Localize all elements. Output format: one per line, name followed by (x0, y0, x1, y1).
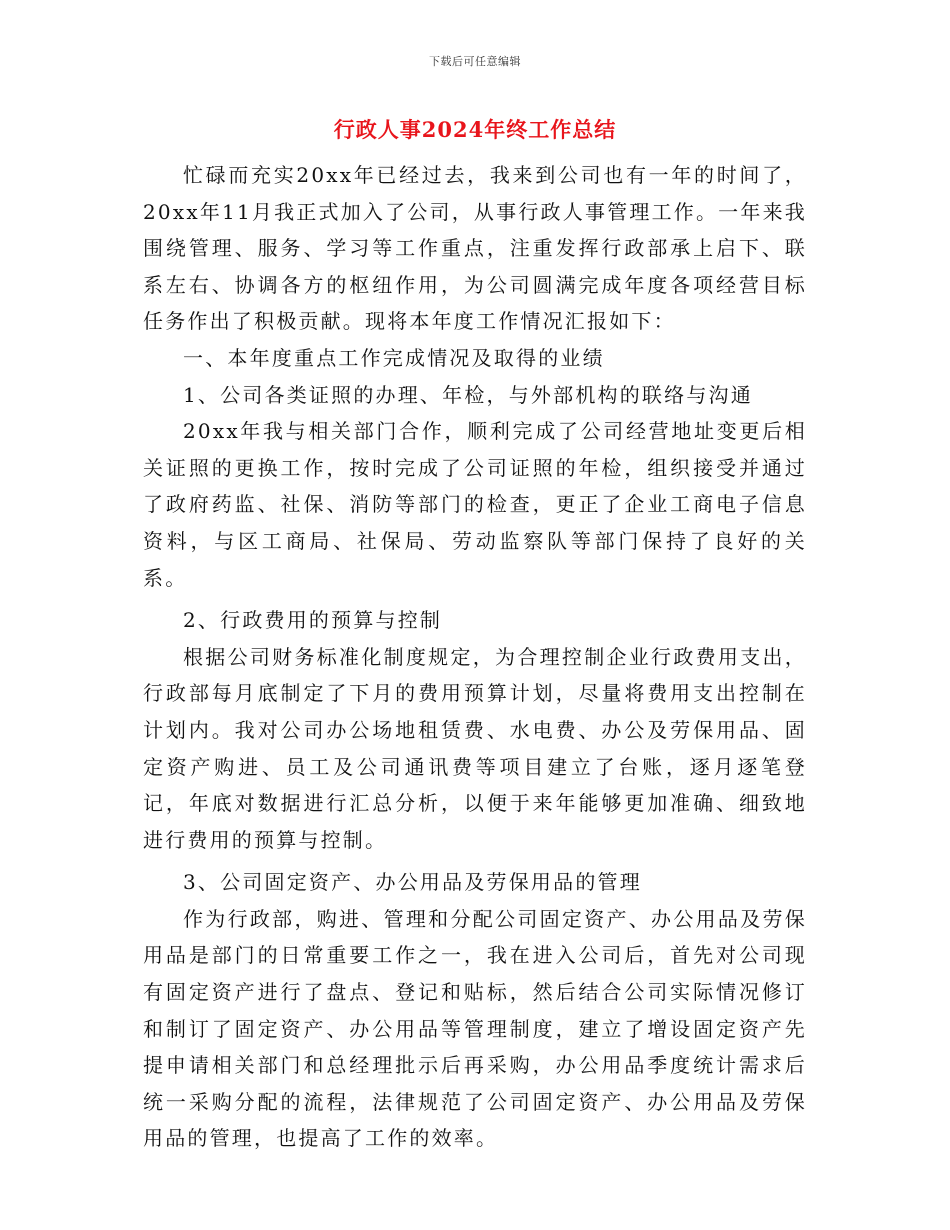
document-title: 行政人事2024年终工作总结 (333, 117, 617, 142)
section-heading: 一、本年度重点工作完成情况及取得的业绩 (183, 345, 605, 370)
item-heading-3: 3、公司固定资产、办公用品及劳保用品的管理 (183, 870, 642, 895)
item-body-1: 20xx年我与相关部门合作，顺利完成了公司经营地址变更后相关证照的更换工作，按时完成了公司证照的年检，组织接受并通过了政府药监、社保、消防等部门的检查，更正了企业工商电子信息资料，与区工商局、社保局、劳动监察队等部门保持了良好的关系。 (143, 419, 807, 590)
intro-paragraph: 忙碌而充实20xx年已经过去，我来到公司也有一年的时间了，20xx年11月我正式加入了公司，从事行政人事管理工作。一年来我围绕管理、服务、学习等工作重点，注重发挥行政部承上启下、联系左右、协调各方的枢纽作用，为公司圆满完成年度各项经营目标任务作出了积极贡献。现将本年度工作情况汇报如下： (143, 163, 807, 334)
item-body-2: 根据公司财务标准化制度规定，为合理控制企业行政费用支出，行政部每月底制定了下月的费用预算计划，尽量将费用支出控制在计划内。我对公司办公场地租赁费、水电费、办公及劳保用品、固定资产购进、员工及公司通讯费等项目建立了台账，逐月逐笔登记，年底对数据进行汇总分析，以便于来年能够更加准确、细致地进行费用的预算与控制。 (143, 644, 807, 852)
item-body-3: 作为行政部，购进、管理和分配公司固定资产、办公用品及劳保用品是部门的日常重要工作之一，我在进入公司后，首先对公司现有固定资产进行了盘点、登记和贴标，然后结合公司实际情况修订和制订了固定资产、办公用品等管理制度，建立了增设固定资产先提申请相关部门和总经理批示后再采购，办公用品季度统计需求后统一采购分配的流程，法律规范了公司固定资产、办公用品及劳保用品的管理，也提高了工作的效率。 (143, 906, 807, 1151)
item-heading-2: 2、行政费用的预算与控制 (183, 608, 443, 633)
item-heading-1: 1、公司各类证照的办理、年检，与外部机构的联络与沟通 (183, 382, 753, 407)
document-body (143, 157, 807, 1157)
header-note: 下载后可任意编辑 (429, 55, 521, 68)
